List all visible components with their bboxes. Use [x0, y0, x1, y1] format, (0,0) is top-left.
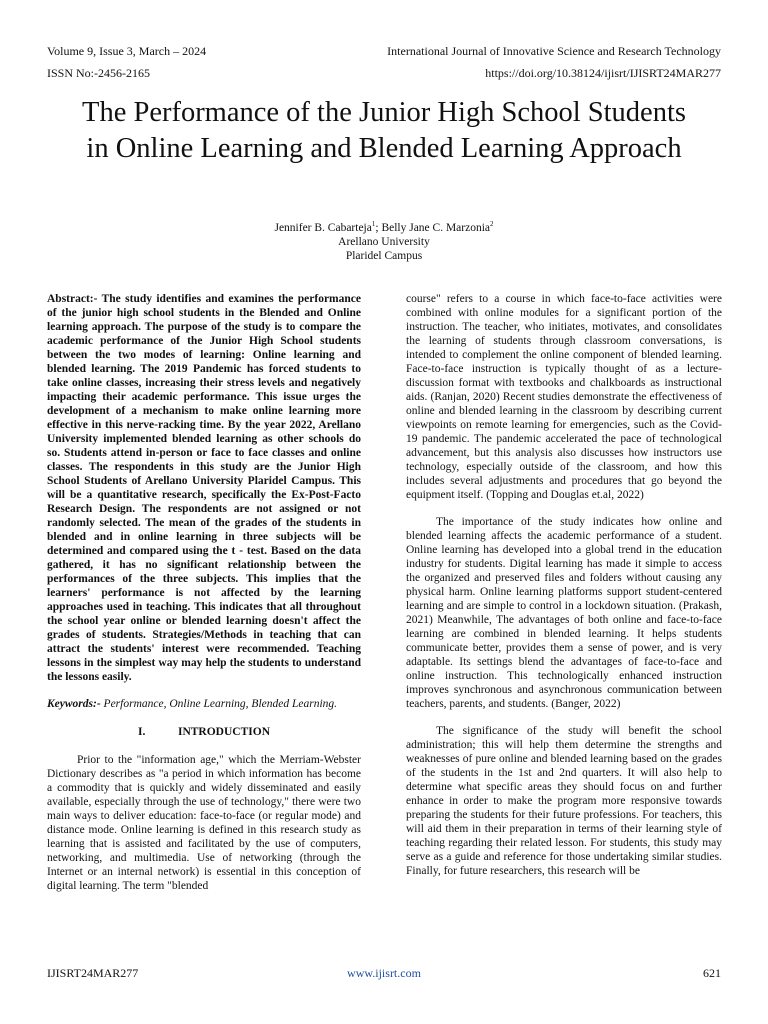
- author-line: [134, 221, 634, 235]
- footer-code: IJISRT24MAR277: [47, 966, 139, 980]
- body-paragraph-importance: The importance of the study indicates how online and blended learning affects the academic performance of a student. Online learning has developed into a global trend in the education industry for students. Digital learning has made it simple to access the organized and preserved files and folders without causing any physical harm. Online learning platforms support student-centered learning and are simple to control in a lockdown situation. (Prakash, 2021) Meanwhile, The advantages of both online and face-to-face learning are combined in blended learning. It helps students communicate better, provides them a sense of power, and is very adaptable. Its settings blend the advantages of face-to-face and online instruction. This technologically enhanced instruction improves synchronous and asynchronous communication between teachers, parents, and students. (Banger, 2022): [406, 516, 722, 710]
- abstract: Abstract:- The study identifies and examines the performance of the junior high school students in the Blended and Online learning approach. The purpose of the study is to compare the academic performance of the Junior High School students between the two modes of learning: Online learning and blended learning. The 2019 Pandemic has forced students to take online classes, increasing their stress levels and negatively impacting their academic performance. This issue urges the development of a mechanism to make online learning more effective in this nerve-racking time. By the year 2022, Arellano University implemented blended learning as other schools do so. Students attend in-person or face to face classes and online classes. The respondents in this study are the Junior High School Students of Arellano University Plaridel Campus. This will be a quantitative research, specifically the Ex-Post-Facto Research Design. The respondents are not assigned or not randomly selected. The mean of the grades of the students in blended and in online learning in three subjects will be determined and compared using the t - test. Based on the data gathered, it has no significant relationship between the performances of the three subjects. This implies that the learners' performance is not affected by the learning approaches used in teaching. This indicates that all throughout the school year online or blended learning doesn't affect the grades of students. Strategies/Methods in teaching that can attract the students' interest were recommended. Teaching lessons in the simplest way may help the students to understand the lessons easily.: [47, 293, 361, 683]
- page-number: 621: [703, 966, 721, 980]
- journal-name: International Journal of Innovative Science and Research Technology: [387, 44, 721, 58]
- keywords: [47, 697, 361, 711]
- intro-paragraph: Prior to the "information age," which the Merriam-Webster Dictionary describes as "a period in which information has become a commodity that is quickly and widely disseminated and easily available, especially through the use of technology," there were two main ways to deliver education: face-to-face (or regular mode) and distance mode. Online learning is defined in this research study as learning that is assisted and facilitated by the use of computers, networking, and multimedia. Use of networking (through the Internet or an internal network) is essential in this conception of digital learning. The term "blended: [47, 754, 361, 892]
- author-1: Jennifer B. Cabarteja: [274, 222, 372, 234]
- keywords-text: Performance, Online Learning, Blended Learning.: [100, 698, 338, 710]
- doi-link[interactable]: https://doi.org/10.38124/ijisrt/IJISRT24MAR277: [485, 66, 721, 80]
- author-1-affiliation-mark: 1: [371, 220, 376, 229]
- author-2-affiliation-mark: 2: [490, 220, 494, 229]
- issn: ISSN No:-2456-2165: [47, 66, 151, 80]
- author-2: Belly Jane C. Marzonia: [381, 222, 491, 234]
- left-column: [47, 292, 361, 893]
- journal-volume: Volume 9, Issue 3, March – 2024: [47, 44, 207, 58]
- section-title: INTRODUCTION: [177, 726, 270, 738]
- footer-website-link[interactable]: www.ijisrt.com: [347, 966, 421, 980]
- section-number: I.: [137, 726, 146, 738]
- affiliation: Arellano University: [338, 236, 430, 248]
- body-paragraph-significance: The significance of the study will benefit the school administration; this will help them determine the strengths and weaknesses of pure online and blended learning based on the grades of the students in the 1st and 2nd quarters. It will also help to determine what specific areas they should focus on and further enhance in order to make the program more responsive towards preparing the students for their future professions. For teachers, this will aid them in their preparation in terms of their learning style of teaching regarding their related lesson. For students, this study may serve as a guide and reference for those undertaking similar studies. Finally, for future researchers, this research will be: [406, 725, 722, 877]
- campus: Plaridel Campus: [345, 250, 423, 262]
- keywords-label: Keywords:-: [47, 698, 101, 710]
- body-paragraph-continued: course" refers to a course in which face-to-face activities were combined with online modules for a significant portion of the instruction. The teacher, who initiates, motivates, and consolidates the learning of students through classroom conversations, is intended to complement the online component of blended learning. Face-to-face instruction is typically thought of as a lecture-discussion format with textbooks and chalkboards as instructional aids. (Ranjan, 2020) Recent studies demonstrate the effectiveness of online and blended learning in the classroom by describing current viewpoints on remote learning for emergencies, such as the Covid-19 pandemic. The pandemic accelerated the pace of technological advancement, but this analysis also discusses how instructors use technology, especially outside of the classroom, and how this includes several adjustments and procedures that go beyond the equipment itself. (Topping and Douglas et.al, 2022): [406, 293, 722, 501]
- author-block: [134, 221, 634, 263]
- section-heading: [47, 725, 361, 739]
- author-separator: ;: [375, 222, 382, 234]
- right-column: [406, 292, 722, 878]
- paper-title: The Performance of the Junior High School Students in Online Learning and Blended Learning Approach: [82, 97, 686, 164]
